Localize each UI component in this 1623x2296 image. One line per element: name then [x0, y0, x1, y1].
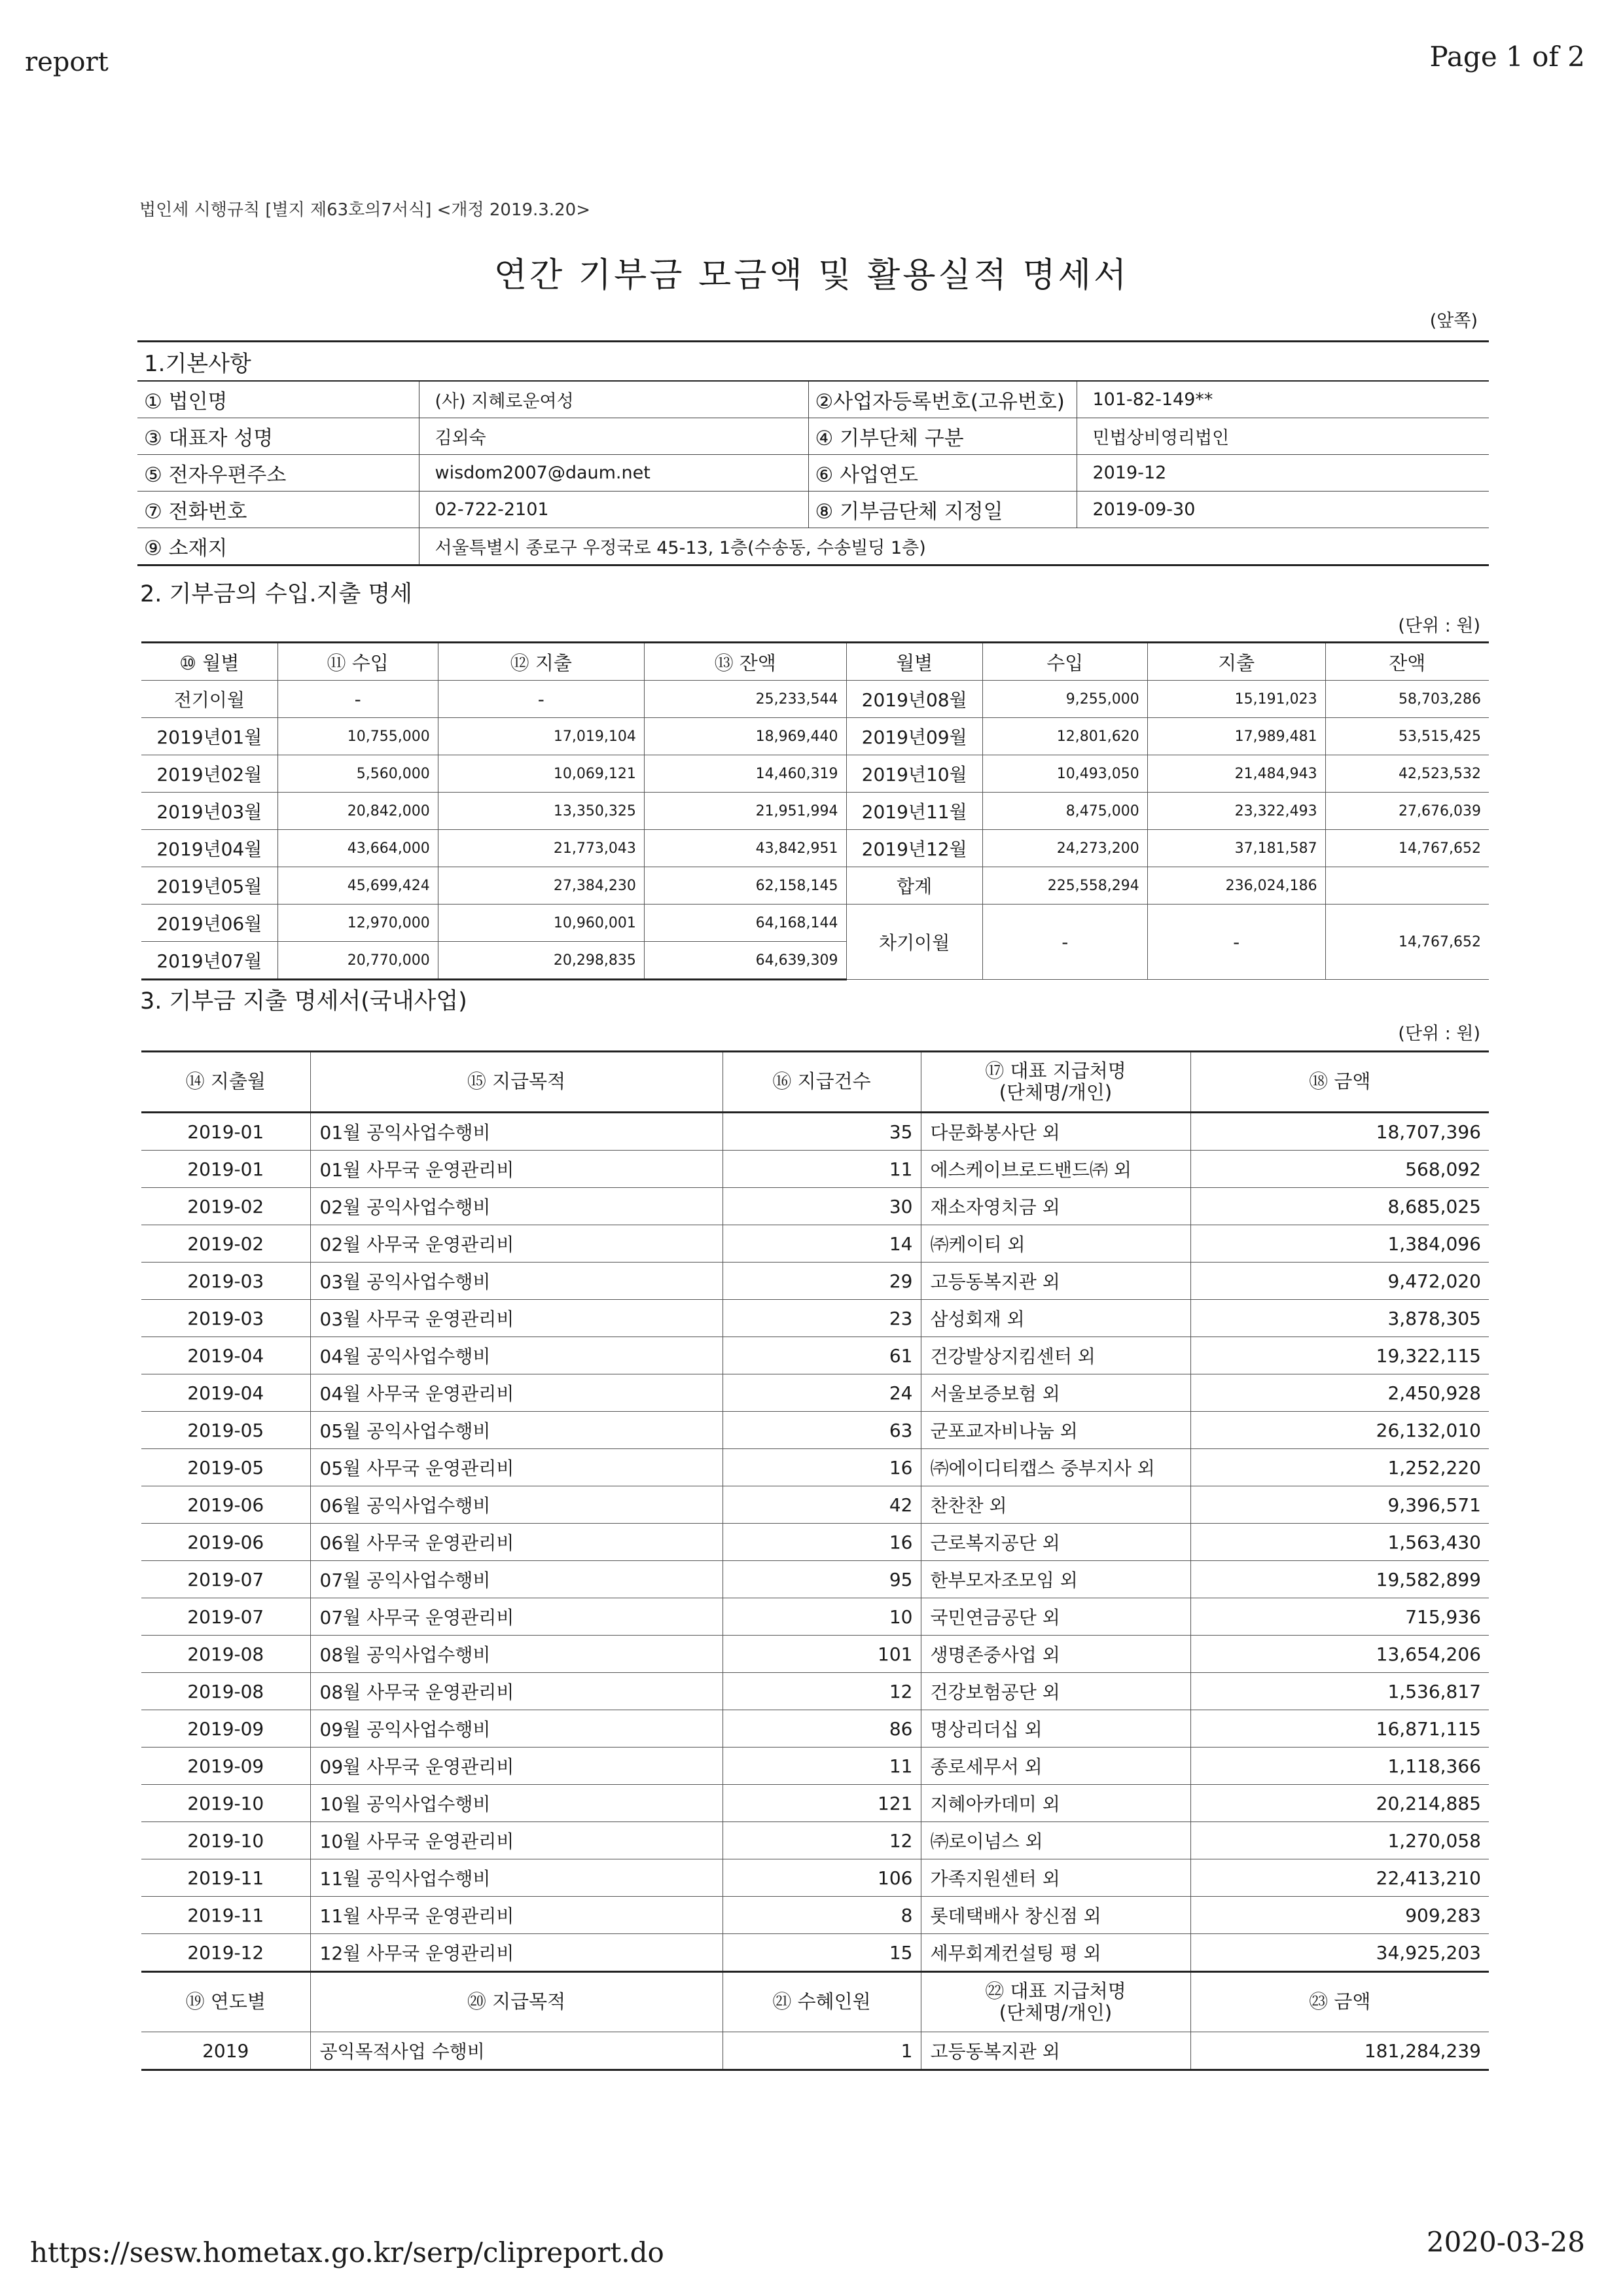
expense-cell: 13,350,325	[438, 793, 644, 830]
carryover-balance: 14,767,652	[1325, 905, 1489, 980]
purpose-cell: 01월 공익사업수행비	[310, 1113, 722, 1151]
table-row	[141, 1151, 1489, 1188]
count-cell: 16	[722, 1449, 921, 1486]
balance-cell: 18,969,440	[644, 718, 846, 755]
month-cell: 2019년03월	[141, 793, 277, 830]
month-cell: 2019-10	[141, 1822, 310, 1859]
amount-cell: 22,413,210	[1190, 1859, 1489, 1897]
month-cell: 2019-09	[141, 1748, 310, 1785]
month-cell: 2019-11	[141, 1859, 310, 1897]
unit-label: (단위 : 원)	[1398, 616, 1480, 636]
column-header: 잔액	[1325, 643, 1489, 681]
recipient-cell: 건강발상지킴센터 외	[921, 1337, 1190, 1374]
table-row	[141, 681, 1489, 718]
expense-cell: 21,773,043	[438, 830, 644, 867]
amount-cell: 1,252,220	[1190, 1449, 1489, 1486]
count-cell: 24	[722, 1374, 921, 1412]
amount-cell: 20,214,885	[1190, 1785, 1489, 1822]
balance-cell: 27,676,039	[1325, 793, 1489, 830]
amount-cell: 1,118,366	[1190, 1748, 1489, 1785]
carryover-income: -	[982, 905, 1147, 980]
column-header	[921, 1972, 1190, 2032]
expense-cell: -	[438, 681, 644, 718]
purpose-cell: 07월 사무국 운영관리비	[310, 1598, 722, 1636]
table-row	[141, 1337, 1489, 1374]
donation-expense-table	[141, 1050, 1489, 2071]
section2-title: 2. 기부금의 수입.지출 명세	[140, 581, 412, 607]
income-cell: 10,493,050	[982, 755, 1147, 793]
month-cell: 2019년09월	[846, 718, 982, 755]
income-cell: 5,560,000	[277, 755, 438, 793]
income-expense-table	[141, 641, 1489, 980]
month-cell: 2019-12	[141, 1934, 310, 1972]
table-row	[141, 1598, 1489, 1636]
count-cell: 121	[722, 1785, 921, 1822]
count-cell: 12	[722, 1673, 921, 1710]
recipient-cell: 에스케이브로드밴드㈜ 외	[921, 1151, 1190, 1188]
document-title: 연간 기부금 모금액 및 활용실적 명세서	[493, 256, 1130, 295]
address-value: 서울특별시 종로구 우정국로 45-13, 1층(수송동, 수송빌딩 1층)	[419, 528, 1489, 565]
purpose-cell: 07월 공익사업수행비	[310, 1561, 722, 1598]
total-balance	[1325, 867, 1489, 905]
amount-cell: 19,322,115	[1190, 1337, 1489, 1374]
info-label: ⑦ 전화번호	[137, 492, 419, 528]
count-cell: 14	[722, 1225, 921, 1263]
total-label: 합계	[846, 867, 982, 905]
month-cell: 2019-10	[141, 1785, 310, 1822]
amount-cell: 1,536,817	[1190, 1673, 1489, 1710]
balance-cell: 64,639,309	[644, 942, 846, 980]
column-header	[921, 1052, 1190, 1113]
month-cell: 2019-01	[141, 1151, 310, 1188]
amount-cell: 909,283	[1190, 1897, 1489, 1934]
month-cell: 2019-06	[141, 1524, 310, 1561]
purpose-cell: 11월 공익사업수행비	[310, 1859, 722, 1897]
count-cell: 35	[722, 1113, 921, 1151]
recipient-cell: 재소자영치금 외	[921, 1188, 1190, 1225]
column-header: ⑲ 연도별	[141, 1972, 310, 2032]
amount-cell: 19,582,899	[1190, 1561, 1489, 1598]
income-cell: 8,475,000	[982, 793, 1147, 830]
table-row	[141, 1561, 1489, 1598]
count-cell: 95	[722, 1561, 921, 1598]
expense-cell: 17,019,104	[438, 718, 644, 755]
recipient-cell: 삼성회재 외	[921, 1300, 1190, 1337]
expense-cell: 27,384,230	[438, 867, 644, 905]
month-cell: 2019년01월	[141, 718, 277, 755]
count-cell: 23	[722, 1300, 921, 1337]
balance-cell: 43,842,951	[644, 830, 846, 867]
table-row	[141, 755, 1489, 793]
table-row	[141, 1449, 1489, 1486]
recipient-cell: ㈜에이디티캡스 중부지사 외	[921, 1449, 1190, 1486]
balance-cell: 21,951,994	[644, 793, 846, 830]
header-line: ㉒ 대표 지급처명	[985, 1979, 1126, 2002]
column-header: ⑩ 월별	[141, 643, 277, 681]
table-row	[141, 1486, 1489, 1524]
column-header: ⑳ 지급목적	[310, 1972, 722, 2032]
month-cell: 2019-09	[141, 1710, 310, 1748]
income-cell: 20,842,000	[277, 793, 438, 830]
month-cell: 2019-02	[141, 1225, 310, 1263]
month-cell: 2019-04	[141, 1337, 310, 1374]
basic-info-table	[137, 340, 1489, 566]
table-row	[141, 905, 1489, 942]
income-cell: 12,801,620	[982, 718, 1147, 755]
recipient-cell: 명상리더십 외	[921, 1710, 1190, 1748]
page-side-mark: (앞쪽)	[1429, 311, 1478, 331]
income-cell: 12,970,000	[277, 905, 438, 942]
column-header: ⑯ 지급건수	[722, 1052, 921, 1113]
recipient-cell: 다문화봉사단 외	[921, 1113, 1190, 1151]
amount-cell: 3,878,305	[1190, 1300, 1489, 1337]
info-value: 101-82-149**	[1077, 381, 1489, 418]
page-number: Page 1 of 2	[1429, 41, 1585, 73]
table-row	[141, 867, 1489, 905]
expense-cell: 23,322,493	[1147, 793, 1325, 830]
month-cell: 2019-03	[141, 1300, 310, 1337]
count-cell: 63	[722, 1412, 921, 1449]
amount-cell: 34,925,203	[1190, 1934, 1489, 1972]
month-cell: 2019년02월	[141, 755, 277, 793]
purpose-cell: 03월 사무국 운영관리비	[310, 1300, 722, 1337]
income-cell: 43,664,000	[277, 830, 438, 867]
balance-cell: 62,158,145	[644, 867, 846, 905]
table-row	[141, 1785, 1489, 1822]
expense-cell: 10,069,121	[438, 755, 644, 793]
count-cell: 42	[722, 1486, 921, 1524]
expense-cell: 21,484,943	[1147, 755, 1325, 793]
recipient-cell: 찬찬찬 외	[921, 1486, 1190, 1524]
purpose-cell: 08월 사무국 운영관리비	[310, 1673, 722, 1710]
purpose-cell: 12월 사무국 운영관리비	[310, 1934, 722, 1972]
month-cell: 2019-08	[141, 1673, 310, 1710]
table-row	[141, 1374, 1489, 1412]
table-row	[141, 1673, 1489, 1710]
balance-cell: 58,703,286	[1325, 681, 1489, 718]
info-row	[137, 492, 1489, 528]
beneficiaries-cell: 1	[722, 2032, 921, 2070]
count-cell: 61	[722, 1337, 921, 1374]
expense-cell: 17,989,481	[1147, 718, 1325, 755]
table-row	[141, 1859, 1489, 1897]
amount-cell: 1,270,058	[1190, 1822, 1489, 1859]
info-label: ⑤ 전자우편주소	[137, 455, 419, 492]
month-cell: 2019-11	[141, 1897, 310, 1934]
column-header: 수입	[982, 643, 1147, 681]
month-cell: 2019년07월	[141, 942, 277, 980]
recipient-cell: 종로세무서 외	[921, 1748, 1190, 1785]
count-cell: 106	[722, 1859, 921, 1897]
month-cell: 전기이월	[141, 681, 277, 718]
amount-cell: 568,092	[1190, 1151, 1489, 1188]
info-label: ⑨ 소재지	[137, 528, 419, 565]
recipient-cell: 근로복지공단 외	[921, 1524, 1190, 1561]
source-url: https://sesw.hometax.go.kr/serp/clipreport.do	[30, 2236, 664, 2269]
carryover-label: 차기이월	[846, 905, 982, 980]
balance-cell: 14,767,652	[1325, 830, 1489, 867]
purpose-cell: 11월 사무국 운영관리비	[310, 1897, 722, 1934]
table-row	[141, 1748, 1489, 1785]
column-header: 월별	[846, 643, 982, 681]
table-row	[141, 830, 1489, 867]
amount-cell: 181,284,239	[1190, 2032, 1489, 2070]
info-value: 민법상비영리법인	[1077, 418, 1489, 455]
amount-cell: 18,707,396	[1190, 1113, 1489, 1151]
month-cell: 2019-02	[141, 1188, 310, 1225]
count-cell: 10	[722, 1598, 921, 1636]
recipient-cell: 지혜아카데미 외	[921, 1785, 1190, 1822]
month-cell: 2019-07	[141, 1561, 310, 1598]
purpose-cell: 05월 사무국 운영관리비	[310, 1449, 722, 1486]
recipient-cell: 군포교자비나눔 외	[921, 1412, 1190, 1449]
amount-cell: 26,132,010	[1190, 1412, 1489, 1449]
recipient-cell: 한부모자조모임 외	[921, 1561, 1190, 1598]
recipient-cell: 생명존중사업 외	[921, 1636, 1190, 1673]
recipient-cell: ㈜케이티 외	[921, 1225, 1190, 1263]
expense-cell: 15,191,023	[1147, 681, 1325, 718]
count-cell: 16	[722, 1524, 921, 1561]
income-cell: -	[277, 681, 438, 718]
print-header-left: report	[25, 47, 109, 77]
info-value: wisdom2007@daum.net	[419, 455, 808, 492]
month-cell: 2019-03	[141, 1263, 310, 1300]
column-header: ⑮ 지급목적	[310, 1052, 722, 1113]
purpose-cell: 02월 사무국 운영관리비	[310, 1225, 722, 1263]
purpose-cell: 09월 사무국 운영관리비	[310, 1748, 722, 1785]
table-row	[141, 1636, 1489, 1673]
income-cell: 10,755,000	[277, 718, 438, 755]
info-value: 2019-12	[1077, 455, 1489, 492]
table-row	[141, 1225, 1489, 1263]
header-line: (단체명/개인)	[999, 2001, 1113, 2024]
table-row	[141, 1524, 1489, 1561]
month-cell: 2019-05	[141, 1412, 310, 1449]
carryover-expense: -	[1147, 905, 1325, 980]
info-row	[137, 418, 1489, 455]
table-row	[141, 1188, 1489, 1225]
info-label: ⑥ 사업연도	[808, 455, 1077, 492]
month-cell: 2019년11월	[846, 793, 982, 830]
total-income: 225,558,294	[982, 867, 1147, 905]
purpose-cell: 02월 공익사업수행비	[310, 1188, 722, 1225]
info-label: ④ 기부단체 구분	[808, 418, 1077, 455]
table-row	[141, 1934, 1489, 1972]
info-label: ① 법인명	[137, 381, 419, 418]
recipient-cell: 서울보증보험 외	[921, 1374, 1190, 1412]
amount-cell: 2,450,928	[1190, 1374, 1489, 1412]
form-reference: 법인세 시행규칙 [별지 제63호의7서식] <개정 2019.3.20>	[139, 200, 590, 220]
balance-cell: 25,233,544	[644, 681, 846, 718]
month-cell: 2019-01	[141, 1113, 310, 1151]
header-line: ⑰ 대표 지급처명	[985, 1059, 1126, 1082]
recipient-cell: 가족지원센터 외	[921, 1859, 1190, 1897]
column-header: 지출	[1147, 643, 1325, 681]
info-value: 02-722-2101	[419, 492, 808, 528]
month-cell: 2019년12월	[846, 830, 982, 867]
count-cell: 15	[722, 1934, 921, 1972]
info-row	[137, 455, 1489, 492]
balance-cell: 42,523,532	[1325, 755, 1489, 793]
purpose-cell: 01월 사무국 운영관리비	[310, 1151, 722, 1188]
recipient-cell: 세무회계컨설팅 평 외	[921, 1934, 1190, 1972]
count-cell: 86	[722, 1710, 921, 1748]
recipient-cell: ㈜로이넘스 외	[921, 1822, 1190, 1859]
table-row	[141, 1897, 1489, 1934]
unit-label: (단위 : 원)	[1398, 1024, 1480, 1044]
column-header: ⑪ 수입	[277, 643, 438, 681]
month-cell: 2019년04월	[141, 830, 277, 867]
column-header: ⑬ 잔액	[644, 643, 846, 681]
header-line: (단체명/개인)	[999, 1081, 1113, 1103]
income-cell: 24,273,200	[982, 830, 1147, 867]
purpose-cell: 06월 공익사업수행비	[310, 1486, 722, 1524]
table-header-row	[141, 1972, 1489, 2032]
purpose-cell: 08월 공익사업수행비	[310, 1636, 722, 1673]
purpose-cell: 10월 사무국 운영관리비	[310, 1822, 722, 1859]
info-value: 2019-09-30	[1077, 492, 1489, 528]
info-label: ③ 대표자 성명	[137, 418, 419, 455]
section1-title: 1.기본사항	[137, 342, 1489, 382]
column-header: ⑱ 금액	[1190, 1052, 1489, 1113]
month-cell: 2019년05월	[141, 867, 277, 905]
recipient-cell: 국민연금공단 외	[921, 1598, 1190, 1636]
balance-cell: 53,515,425	[1325, 718, 1489, 755]
purpose-cell: 06월 사무국 운영관리비	[310, 1524, 722, 1561]
info-row	[137, 381, 1489, 418]
info-value: 김외숙	[419, 418, 808, 455]
table-row	[141, 1822, 1489, 1859]
table-row	[141, 1263, 1489, 1300]
balance-cell: 14,460,319	[644, 755, 846, 793]
info-label: ②사업자등록번호(고유번호)	[808, 381, 1077, 418]
amount-cell: 9,472,020	[1190, 1263, 1489, 1300]
income-cell: 9,255,000	[982, 681, 1147, 718]
expense-cell: 10,960,001	[438, 905, 644, 942]
purpose-cell: 04월 공익사업수행비	[310, 1337, 722, 1374]
table-row	[141, 1710, 1489, 1748]
info-label: ⑧ 기부금단체 지정일	[808, 492, 1077, 528]
info-row	[137, 528, 1489, 565]
purpose-cell: 공익목적사업 수행비	[310, 2032, 722, 2070]
count-cell: 29	[722, 1263, 921, 1300]
month-cell: 2019-06	[141, 1486, 310, 1524]
count-cell: 12	[722, 1822, 921, 1859]
column-header: ⑫ 지출	[438, 643, 644, 681]
year-total-row	[141, 2032, 1489, 2070]
purpose-cell: 05월 공익사업수행비	[310, 1412, 722, 1449]
month-cell: 2019-04	[141, 1374, 310, 1412]
month-cell: 2019-05	[141, 1449, 310, 1486]
month-cell: 2019년06월	[141, 905, 277, 942]
table-header-row	[141, 1052, 1489, 1113]
table-row	[141, 1300, 1489, 1337]
purpose-cell: 09월 공익사업수행비	[310, 1710, 722, 1748]
purpose-cell: 10월 공익사업수행비	[310, 1785, 722, 1822]
expense-cell: 20,298,835	[438, 942, 644, 980]
section3-title: 3. 기부금 지출 명세서(국내사업)	[140, 988, 467, 1014]
income-cell: 20,770,000	[277, 942, 438, 980]
print-date: 2020-03-28	[1426, 2226, 1585, 2258]
count-cell: 101	[722, 1636, 921, 1673]
amount-cell: 13,654,206	[1190, 1636, 1489, 1673]
amount-cell: 1,563,430	[1190, 1524, 1489, 1561]
month-cell: 2019년08월	[846, 681, 982, 718]
table-row	[141, 793, 1489, 830]
month-cell: 2019년10월	[846, 755, 982, 793]
month-cell: 2019-08	[141, 1636, 310, 1673]
column-header: ㉓ 금액	[1190, 1972, 1489, 2032]
amount-cell: 9,396,571	[1190, 1486, 1489, 1524]
recipient-cell: 고등동복지관 외	[921, 1263, 1190, 1300]
table-header-row	[141, 643, 1489, 681]
info-value: (사) 지혜로운여성	[419, 381, 808, 418]
amount-cell: 1,384,096	[1190, 1225, 1489, 1263]
amount-cell: 8,685,025	[1190, 1188, 1489, 1225]
table-row	[141, 1113, 1489, 1151]
column-header: ㉑ 수혜인원	[722, 1972, 921, 2032]
amount-cell: 715,936	[1190, 1598, 1489, 1636]
expense-cell: 37,181,587	[1147, 830, 1325, 867]
purpose-cell: 03월 공익사업수행비	[310, 1263, 722, 1300]
recipient-cell: 고등동복지관 외	[921, 2032, 1190, 2070]
table-row	[141, 1412, 1489, 1449]
recipient-cell: 건강보험공단 외	[921, 1673, 1190, 1710]
balance-cell: 64,168,144	[644, 905, 846, 942]
total-expense: 236,024,186	[1147, 867, 1325, 905]
amount-cell: 16,871,115	[1190, 1710, 1489, 1748]
recipient-cell: 롯데택배사 창신점 외	[921, 1897, 1190, 1934]
count-cell: 30	[722, 1188, 921, 1225]
purpose-cell: 04월 사무국 운영관리비	[310, 1374, 722, 1412]
count-cell: 11	[722, 1151, 921, 1188]
count-cell: 8	[722, 1897, 921, 1934]
count-cell: 11	[722, 1748, 921, 1785]
year-cell: 2019	[141, 2032, 310, 2070]
income-cell: 45,699,424	[277, 867, 438, 905]
month-cell: 2019-07	[141, 1598, 310, 1636]
column-header: ⑭ 지출월	[141, 1052, 310, 1113]
table-row	[141, 718, 1489, 755]
